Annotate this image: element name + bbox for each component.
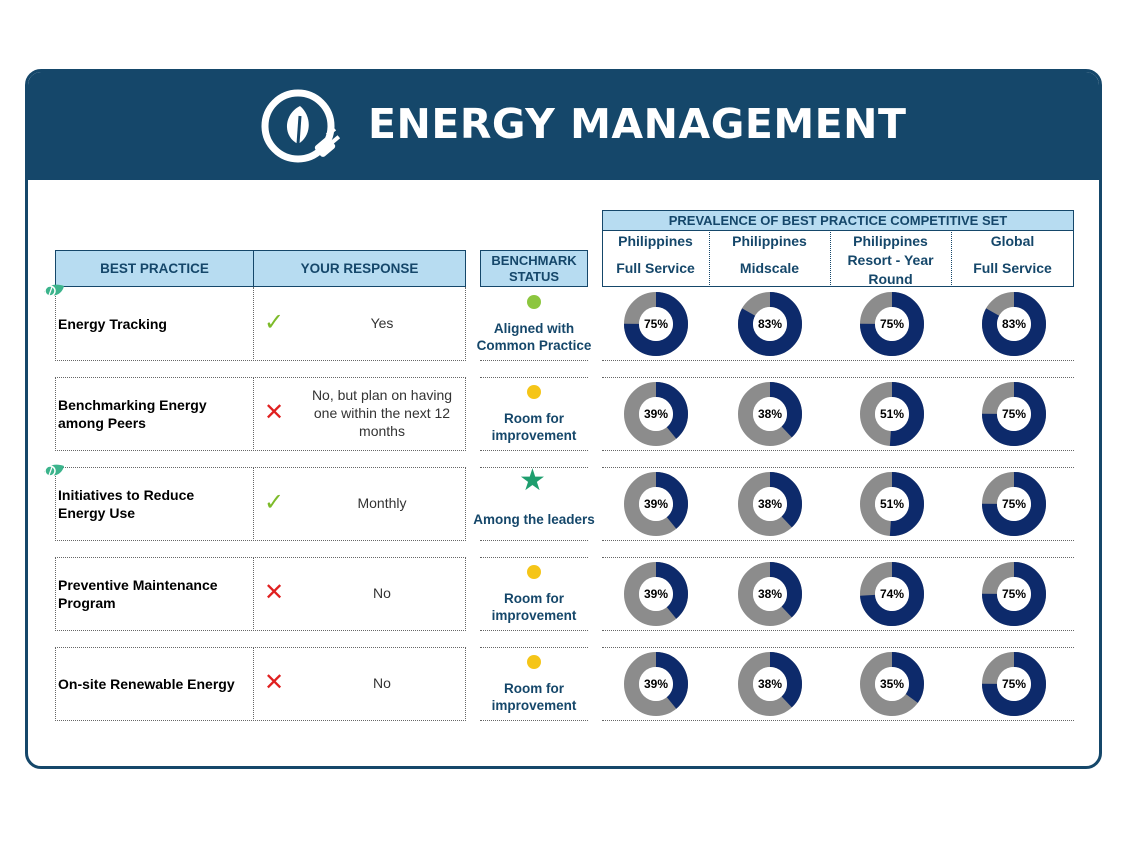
status-line2: improvement (491, 698, 577, 713)
response-value: No (373, 585, 391, 601)
practice-line1: Energy Tracking (58, 316, 167, 332)
benchmark-line2: STATUS (508, 268, 560, 284)
practice-line1: On-site Renewable Energy (58, 676, 235, 692)
donut-chart (979, 649, 1049, 719)
donut-chart (735, 469, 805, 539)
donut-chart (857, 379, 927, 449)
status-line1: Room for (504, 591, 564, 606)
donut-value-label: 74% (879, 587, 905, 601)
cross-icon: ✕ (264, 399, 285, 426)
practice-line1: Benchmarking Energy (58, 397, 207, 413)
response-value: No, but plan on having one within the next 12 months (311, 387, 453, 439)
donut-value-label: 39% (643, 497, 669, 511)
donut-chart (735, 289, 805, 359)
donut-value-label: 75% (879, 317, 905, 331)
practice-label (58, 315, 167, 333)
yellow-dot-icon (527, 385, 541, 399)
donut-value-label: 75% (643, 317, 669, 331)
set-3-header: Philippines Resort - Year Round (847, 233, 934, 287)
status-line2: Common Practice (476, 338, 592, 353)
practice-label (58, 576, 218, 612)
donut-chart (857, 469, 927, 539)
donut-chart (979, 289, 1049, 359)
benchmark-line1: BENCHMARK (491, 252, 577, 268)
donut-value-label: 83% (1001, 317, 1027, 331)
leaf-badge-icon (42, 283, 66, 301)
donut-chart (979, 379, 1049, 449)
practice-label (58, 396, 207, 432)
response-value: No (373, 675, 391, 691)
status-label (470, 680, 598, 714)
status-label (470, 320, 598, 354)
donut-chart (621, 649, 691, 719)
practice-line1: Preventive Maintenance (58, 577, 218, 593)
yellow-dot-icon (527, 655, 541, 669)
yellow-dot-icon (527, 565, 541, 579)
donut-chart (857, 289, 927, 359)
donut-chart (621, 379, 691, 449)
donut-value-label: 75% (1001, 407, 1027, 421)
donut-value-label: 75% (1001, 587, 1027, 601)
header-benchmark-status (480, 250, 588, 287)
set-2-header: Philippines Midscale (732, 233, 807, 276)
donut-chart (621, 559, 691, 629)
header-best-practice: BEST PRACTICE (55, 250, 254, 287)
donut-chart (735, 379, 805, 449)
donut-value-label: 38% (757, 677, 783, 691)
donut-chart (857, 649, 927, 719)
practice-line2: among Peers (58, 415, 146, 431)
status-label (470, 511, 598, 528)
status-label (470, 410, 598, 444)
status-line2: improvement (491, 428, 577, 443)
status-label (470, 590, 598, 624)
cross-icon: ✕ (264, 669, 285, 696)
leaf-plug-icon (260, 86, 340, 166)
donut-chart (979, 559, 1049, 629)
leaf-badge-icon (42, 463, 66, 481)
donut-chart (979, 469, 1049, 539)
set-4-header: Global Full Service (973, 233, 1052, 276)
donut-value-label: 38% (757, 497, 783, 511)
status-line1: Room for (504, 411, 564, 426)
donut-value-label: 83% (757, 317, 783, 331)
donut-chart (621, 469, 691, 539)
donut-chart (735, 559, 805, 629)
header-your-response: YOUR RESPONSE (253, 250, 466, 287)
practice-line2: Program (58, 595, 116, 611)
set-1-header: Philippines Full Service (616, 233, 695, 276)
donut-value-label: 35% (879, 677, 905, 691)
donut-value-label: 51% (879, 407, 905, 421)
check-icon: ✓ (264, 309, 285, 336)
donut-chart (857, 559, 927, 629)
donut-chart (735, 649, 805, 719)
practice-label (58, 486, 194, 522)
donut-value-label: 38% (757, 587, 783, 601)
status-line1: Aligned with (493, 321, 575, 336)
status-line1: Room for (504, 681, 564, 696)
donut-value-label: 39% (643, 407, 669, 421)
title-banner (28, 72, 1099, 180)
practice-line2: Energy Use (58, 505, 136, 521)
status-line1: Among the leaders (473, 512, 595, 527)
status-line2: improvement (491, 608, 577, 623)
donut-value-label: 39% (643, 677, 669, 691)
page-title: ENERGY MANAGEMENT (368, 100, 907, 148)
header-prevalence: PREVALENCE OF BEST PRACTICE COMPETITIVE SET (602, 210, 1074, 231)
donut-chart (621, 289, 691, 359)
donut-value-label: 38% (757, 407, 783, 421)
donut-value-label: 75% (1001, 497, 1027, 511)
donut-value-label: 39% (643, 587, 669, 601)
practice-label (58, 675, 235, 693)
response-value: Monthly (357, 495, 407, 511)
star-icon: ★ (519, 464, 546, 497)
donut-value-label: 51% (879, 497, 905, 511)
practice-line1: Initiatives to Reduce (58, 487, 195, 503)
green-dot-icon (527, 295, 541, 309)
donut-value-label: 75% (1001, 677, 1027, 691)
cross-icon: ✕ (264, 579, 285, 606)
check-icon: ✓ (264, 489, 285, 516)
response-value: Yes (370, 315, 394, 331)
